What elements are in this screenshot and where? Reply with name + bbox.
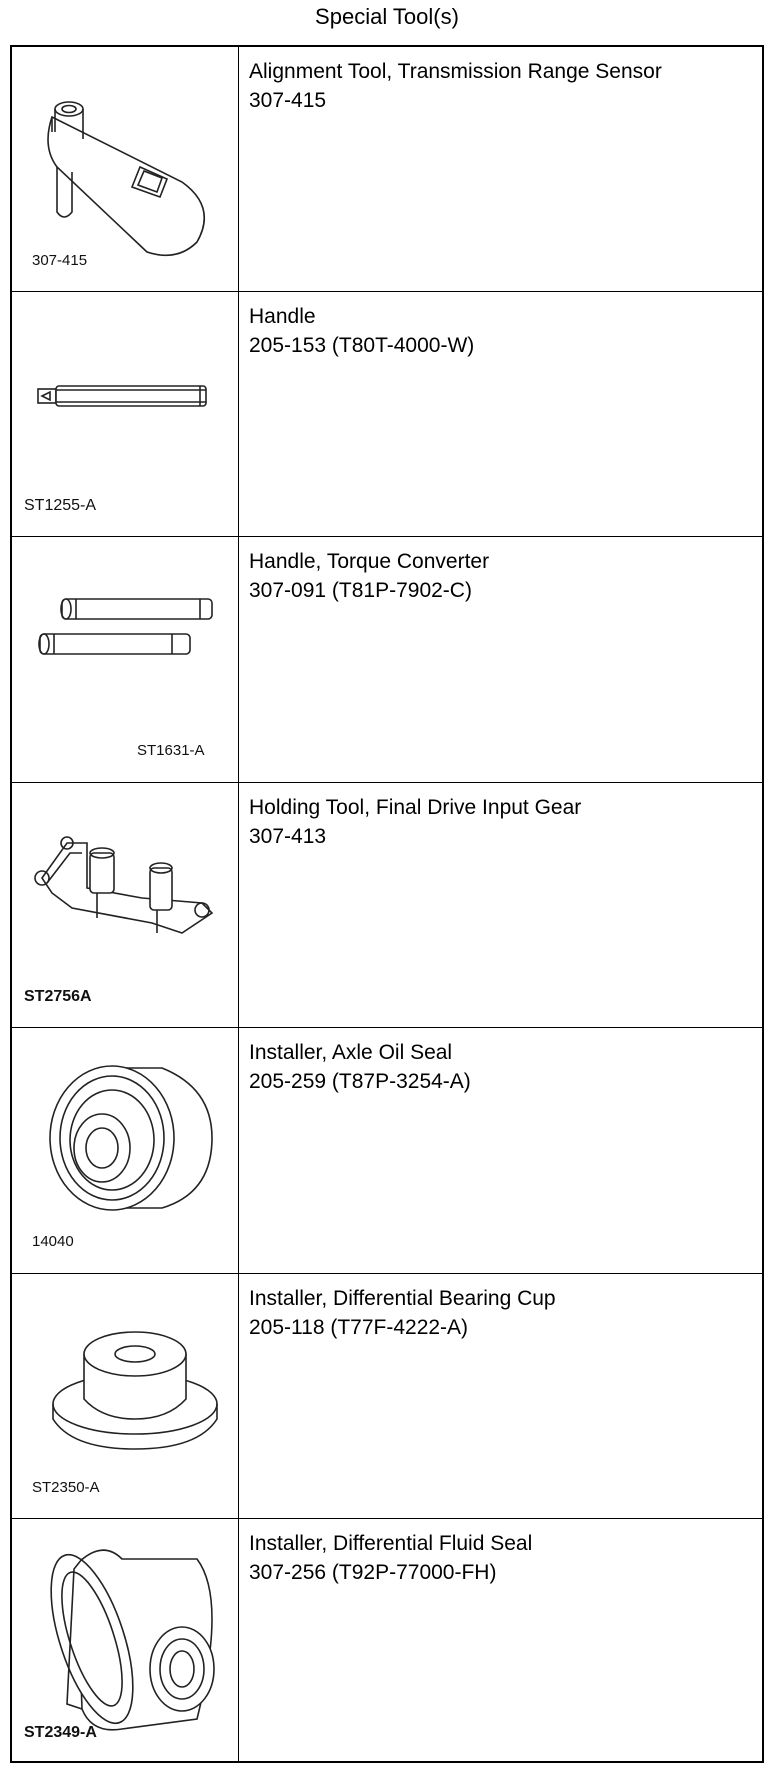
tool-number: 307-091 (T81P-7902-C) (249, 579, 472, 602)
tool-illustration-cell (12, 292, 239, 536)
tool-number: 205-153 (T80T-4000-W) (249, 334, 475, 357)
page-title: Special Tool(s) (315, 4, 459, 29)
tool-name: Installer, Differential Bearing Cup (249, 1287, 556, 1310)
tool-description (249, 1038, 754, 1096)
tool-row (12, 292, 762, 537)
tool-illustration-cell (12, 1519, 239, 1763)
tool-number: 205-259 (T87P-3254-A) (249, 1070, 471, 1093)
tool-description (249, 547, 754, 605)
illustration-code: ST1255-A (24, 497, 97, 514)
tool-name: Installer, Axle Oil Seal (249, 1041, 453, 1064)
illustration-code: 307-415 (32, 252, 88, 269)
tool-illustration-cell (12, 1028, 239, 1273)
illustration-code: 14040 (32, 1233, 74, 1250)
tool-number: 307-415 (249, 89, 327, 112)
tool-name: Handle (249, 305, 316, 328)
tool-row (12, 537, 762, 783)
illustration-code: ST1631-A (137, 742, 205, 759)
illustration-code: ST2349-A (24, 1724, 97, 1741)
tool-description (249, 793, 754, 851)
tool-row (12, 47, 762, 292)
tool-name: Alignment Tool, Transmission Range Sensor (249, 60, 662, 83)
tool-name: Handle, Torque Converter (249, 550, 490, 573)
tool-number: 205-118 (T77F-4222-A) (249, 1316, 469, 1339)
tool-name: Installer, Differential Fluid Seal (249, 1532, 533, 1555)
illustration-code: ST2350-A (32, 1479, 100, 1496)
tool-row (12, 1519, 762, 1763)
tool-row (12, 1028, 762, 1274)
special-tools-table (10, 45, 764, 1763)
tool-name: Holding Tool, Final Drive Input Gear (249, 796, 582, 819)
tool-description (249, 57, 754, 115)
tool-row (12, 783, 762, 1028)
tool-description (249, 1529, 754, 1587)
tool-illustration-cell (12, 47, 239, 291)
tool-description (249, 1284, 754, 1342)
tool-illustration-cell (12, 783, 239, 1027)
tool-number: 307-256 (T92P-77000-FH) (249, 1561, 497, 1584)
illustration-code: ST2756A (24, 988, 92, 1005)
tool-illustration-cell (12, 537, 239, 782)
tool-number: 307-413 (249, 825, 327, 848)
tool-description (249, 302, 754, 360)
torque-converter-handles-icon (12, 537, 239, 781)
tool-illustration-cell (12, 1274, 239, 1518)
tool-row (12, 1274, 762, 1519)
